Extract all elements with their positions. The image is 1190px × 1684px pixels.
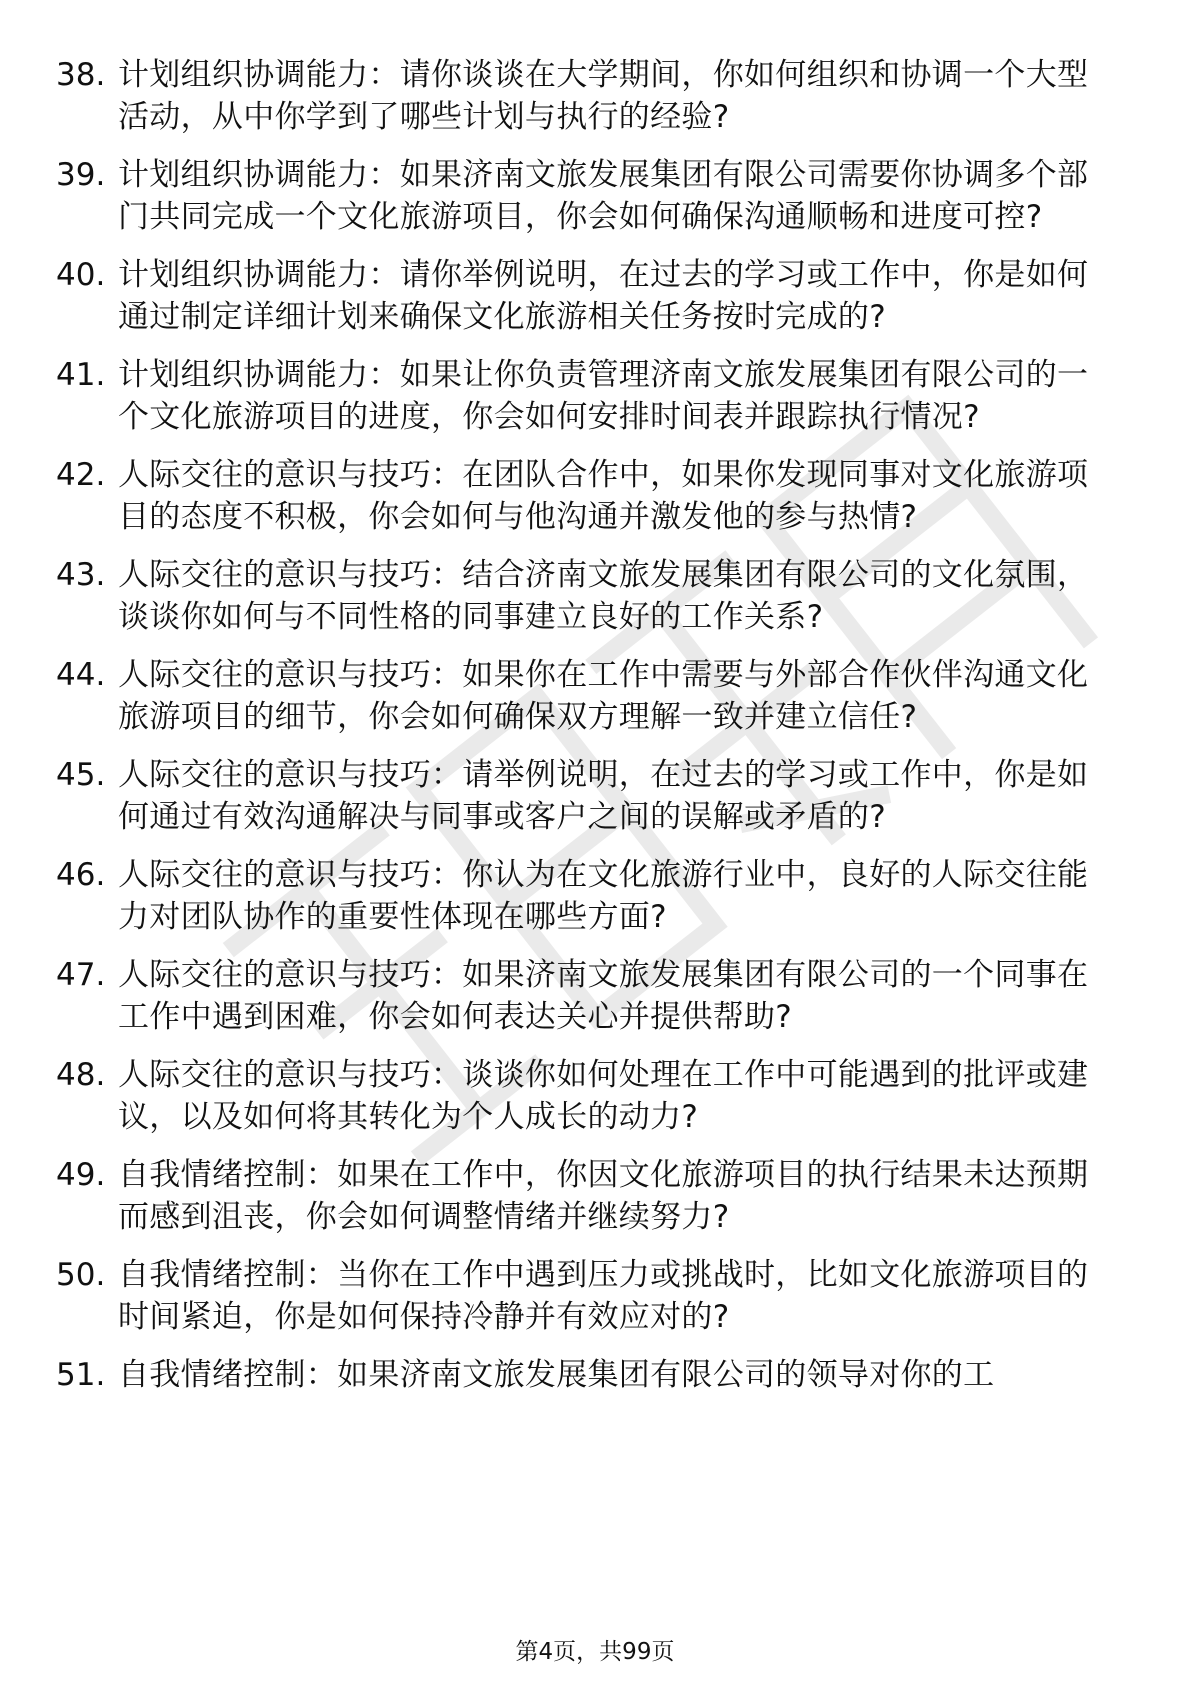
question-text: 人际交往的意识与技巧：在团队合作中，如果你发现同事对文化旅游项目的态度不积极，你会如何与他沟通并激发他的参与热情?: [118, 457, 1089, 535]
question-text: 自我情绪控制：当你在工作中遇到压力或挑战时，比如文化旅游项目的时间紧迫，你是如何保持冷静并有效应对的?: [118, 1257, 1089, 1335]
question-number: 45.: [56, 757, 106, 793]
question-text: 人际交往的意识与技巧：谈谈你如何处理在工作中可能遇到的批评或建议，以及如何将其转化为个人成长的动力?: [118, 1057, 1089, 1135]
question-text: 人际交往的意识与技巧：你认为在文化旅游行业中，良好的人际交往能力对团队协作的重要性体现在哪些方面?: [118, 857, 1089, 935]
question-item: [56, 754, 1106, 838]
question-item: [56, 54, 1106, 138]
question-text: 人际交往的意识与技巧：请举例说明，在过去的学习或工作中，你是如何通过有效沟通解决与同事或客户之间的误解或矛盾的?: [118, 757, 1089, 835]
question-number: 47.: [56, 957, 106, 993]
question-list: [56, 54, 1106, 1412]
question-text: 自我情绪控制：如果在工作中，你因文化旅游项目的执行结果未达预期而感到沮丧，你会如何调整情绪并继续努力?: [118, 1157, 1089, 1235]
question-number: 49.: [56, 1157, 106, 1193]
question-number: 51.: [56, 1357, 106, 1393]
question-text: 计划组织协调能力：请你举例说明，在过去的学习或工作中，你是如何通过制定详细计划来确保文化旅游相关任务按时完成的?: [118, 257, 1089, 335]
question-number: 43.: [56, 557, 106, 593]
question-item: [56, 954, 1106, 1038]
question-item: [56, 1054, 1106, 1138]
question-item: [56, 1254, 1106, 1338]
question-number: 44.: [56, 657, 106, 693]
question-item: [56, 654, 1106, 738]
question-text: 人际交往的意识与技巧：如果济南文旅发展集团有限公司的一个同事在工作中遇到困难，你会如何表达关心并提供帮助?: [118, 957, 1089, 1035]
question-number: 39.: [56, 157, 106, 193]
question-item: [56, 1354, 1106, 1396]
question-text: 计划组织协调能力：如果让你负责管理济南文旅发展集团有限公司的一个文化旅游项目的进度，你会如何安排时间表并跟踪执行情况?: [118, 357, 1089, 435]
question-item: [56, 554, 1106, 638]
question-number: 38.: [56, 57, 106, 93]
question-item: [56, 1154, 1106, 1238]
question-text: 计划组织协调能力：请你谈谈在大学期间，你如何组织和协调一个大型活动，从中你学到了哪些计划与执行的经验?: [118, 57, 1089, 135]
question-item: [56, 454, 1106, 538]
question-item: [56, 354, 1106, 438]
page-number-label: 第4页，共99页: [515, 1639, 675, 1665]
question-item: [56, 854, 1106, 938]
question-text: 自我情绪控制：如果济南文旅发展集团有限公司的领导对你的工: [118, 1357, 995, 1393]
question-number: 48.: [56, 1057, 106, 1093]
question-text: 人际交往的意识与技巧：结合济南文旅发展集团有限公司的文化氛围，谈谈你如何与不同性格的同事建立良好的工作关系?: [118, 557, 1089, 635]
question-number: 41.: [56, 357, 106, 393]
question-item: [56, 154, 1106, 238]
question-text: 计划组织协调能力：如果济南文旅发展集团有限公司需要你协调多个部门共同完成一个文化旅游项目，你会如何确保沟通顺畅和进度可控?: [118, 157, 1089, 235]
question-number: 40.: [56, 257, 106, 293]
question-text: 人际交往的意识与技巧：如果你在工作中需要与外部合作伙伴沟通文化旅游项目的细节，你会如何确保双方理解一致并建立信任?: [118, 657, 1089, 735]
question-number: 50.: [56, 1257, 106, 1293]
question-number: 46.: [56, 857, 106, 893]
question-number: 42.: [56, 457, 106, 493]
page-footer: [0, 1638, 1190, 1666]
question-item: [56, 254, 1106, 338]
